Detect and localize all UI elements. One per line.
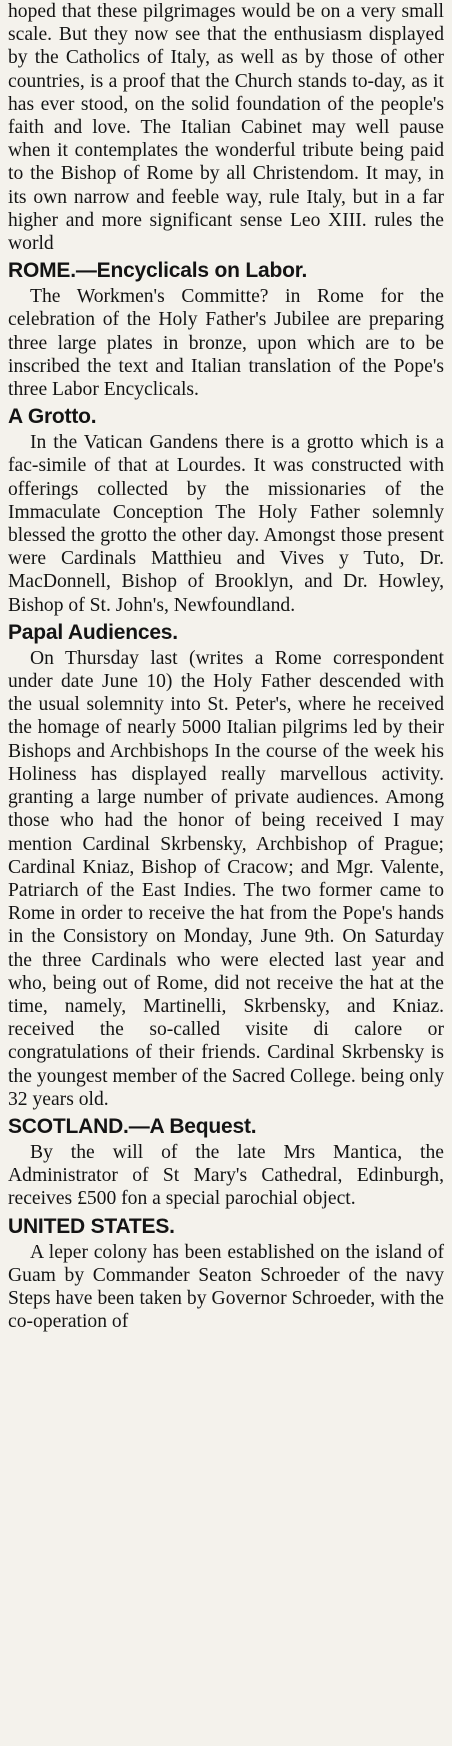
section-body: On Thursday last (writes a Rome correspondent under date June 10) the Holy Father descended with the usual solemnity into St. Peter's, where he received the homage of nearly 5000 Italian pilgrims led by their Bishops and Archbishops In the course of the week his Holiness has displayed really marvellous activity. granting a large number of private audiences. Among those who had the honor of being received I may mention Cardinal Skrbensky, Archbishop of Prague; Cardinal Kniaz, Bishop of Cracow; and Mgr. Valente, Patriarch of the East Indies. The two former came to Rome in order to receive the hat from the Pope's hands in the Consistory on Monday, June 9th. On Saturday the three Cardinals who were elected last year and who, being out of Rome, did not receive the hat at the time, namely, Martinelli, Skrbensky, and Kniaz. received the so-called visite di calore or congratulations of their friends. Cardinal Skrbensky is the youngest member of the Sacred College. being only 32 years old. [8, 647, 444, 1110]
section-body: By the will of the late Mrs Mantica, the Administrator of St Mary's Cathedral, Edinburgh, receives £500 fon a special parochial object. [8, 1141, 444, 1210]
section-united-states [8, 1213, 444, 1334]
section-heading: UNITED STATES. [8, 1214, 175, 1238]
section-heading: SCOTLAND.—A Bequest. [8, 1114, 257, 1138]
section-papal-audiences [8, 619, 444, 1111]
section-scotland-bequest [8, 1113, 444, 1211]
section-grotto [8, 403, 444, 617]
section-heading: A Grotto. [8, 405, 97, 429]
intro-paragraph: hoped that these pilgrimages would be on a very small scale. But they now see that the enthusiasm displayed by the Catholics of Italy, as well as by those of other countries, is a proof that the Church stands to-day, as it has ever stood, on the solid foundation of the people's faith and love. The Italian Cabinet may well pause when it contemplates the wonderful tribute being paid to the Bishop of Rome by all Christendom. It may, in its own narrow and feeble way, rule Italy, but in a far higher and more significant sense Leo XIII. rules the world [8, 1, 444, 255]
section-body: The Workmen's Committe? in Rome for the celebration of the Holy Father's Jubilee are preparing three large plates in bronze, upon which are to be inscribed the text and Italian translation of the Pope's three Labor Encyclicals. [8, 286, 444, 401]
section-heading: ROME.—Encyclicals on Labor. [8, 259, 308, 283]
section-body: In the Vatican Gandens there is a grotto which is a fac-simile of that at Lourdes. It was constructed with offerings collected by the missionaries of the Immaculate Conception The Holy Father solemnly blessed the grotto the other day. Amongst those present were Cardinals Matthieu and Vives y Tuto, Dr. MacDonnell, Bishop of Brooklyn, and Dr. Howley, Bishop of St. John's, Newfoundland. [8, 432, 444, 616]
section-body: A leper colony has been established on the island of Guam by Commander Seaton Schroeder of the navy Steps have been taken by Governor Schroeder, with the co-operation of [8, 1241, 444, 1333]
section-rome-encyclicals [8, 257, 444, 401]
section-heading: Papal Audiences. [8, 620, 178, 644]
